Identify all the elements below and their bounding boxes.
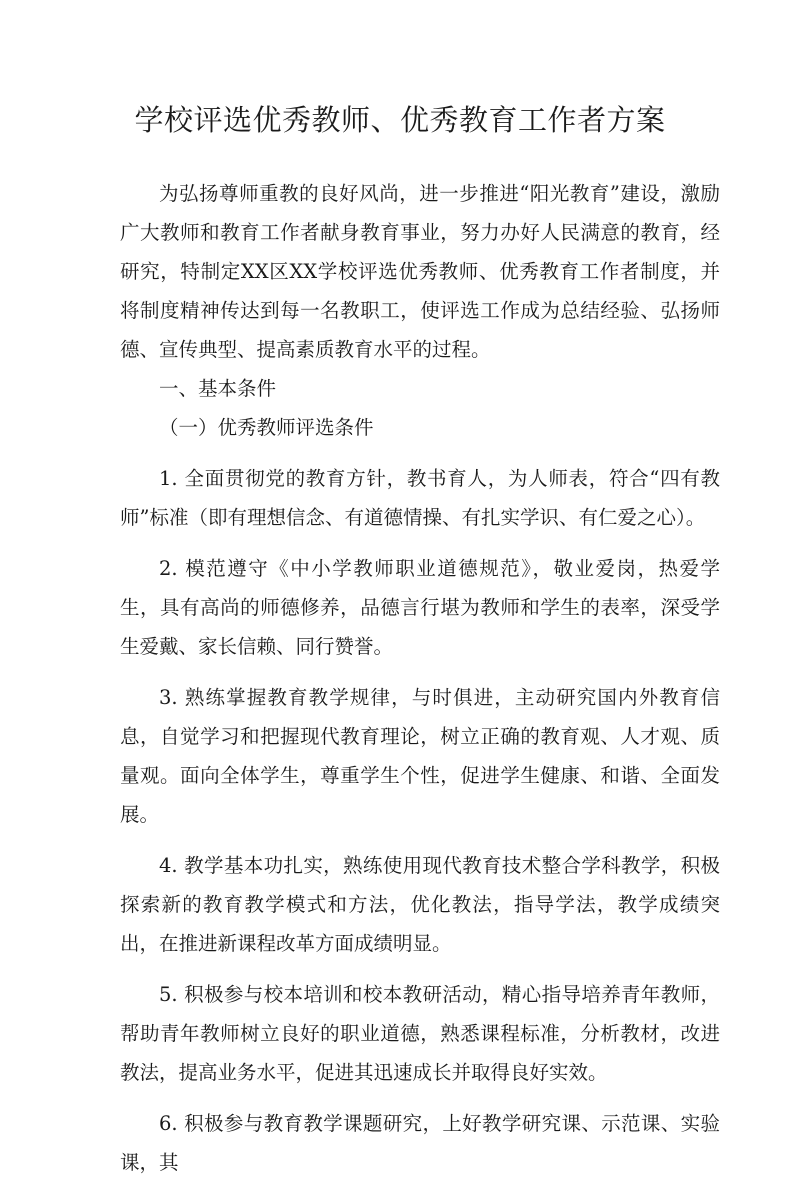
section-heading-basic-conditions: 一、基本条件 — [159, 377, 277, 400]
subsection-heading-teacher-criteria: （一）优秀教师评选条件 — [159, 416, 374, 439]
criteria-item-5: 5. 积极参与校本培训和校本教研活动，精心指导培养青年教师，帮助青年教师树立良好的职业道德，熟悉课程标准，分析教材，改进教法，提高业务水平，促进其迅速成长并取得良好实效。 — [120, 983, 720, 1084]
criteria-item-1: 1. 全面贯彻党的教育方针，教书育人，为人师表，符合“四有教师”标准（即有理想信念、有道德情操、有扎实学识、有仁爱之心）。 — [120, 467, 720, 529]
document-title: 学校评选优秀教师、优秀教育工作者方案 — [134, 103, 666, 137]
document-body — [120, 174, 720, 1182]
criteria-item-2: 2. 模范遵守《中小学教师职业道德规范》，敬业爱岗，热爱学生，具有高尚的师德修养，品德言行堪为教师和学生的表率，深受学生爱戴、家长信赖、同行赞誉。 — [120, 557, 720, 658]
criteria-item-6: 6. 积极参与教育教学课题研究，上好教学研究课、示范课、实验课，其 — [120, 1112, 720, 1174]
criteria-item-4: 4. 教学基本功扎实，熟练使用现代教育技术整合学科教学，积极探索新的教育教学模式和方法，优化教法，指导学法，教学成绩突出，在推进新课程改革方面成绩明显。 — [120, 854, 720, 955]
intro-paragraph: 为弘扬尊师重教的良好风尚，进一步推进“阳光教育”建设，激励广大教师和教育工作者献身教育事业，努力办好人民满意的教育，经研究，特制定XX区XX学校评选优秀教师、优秀教育工作者制度，并将制度精神传达到每一名教职工，使评选工作成为总结经验、弘扬师德、宣传典型、提高素质教育水平的过程。 — [120, 182, 720, 361]
criteria-item-3: 3. 熟练掌握教育教学规律，与时俱进，主动研究国内外教育信息，自觉学习和把握现代教育理论，树立正确的教育观、人才观、质量观。面向全体学生，尊重学生个性，促进学生健康、和谐、全面发展。 — [120, 686, 720, 826]
